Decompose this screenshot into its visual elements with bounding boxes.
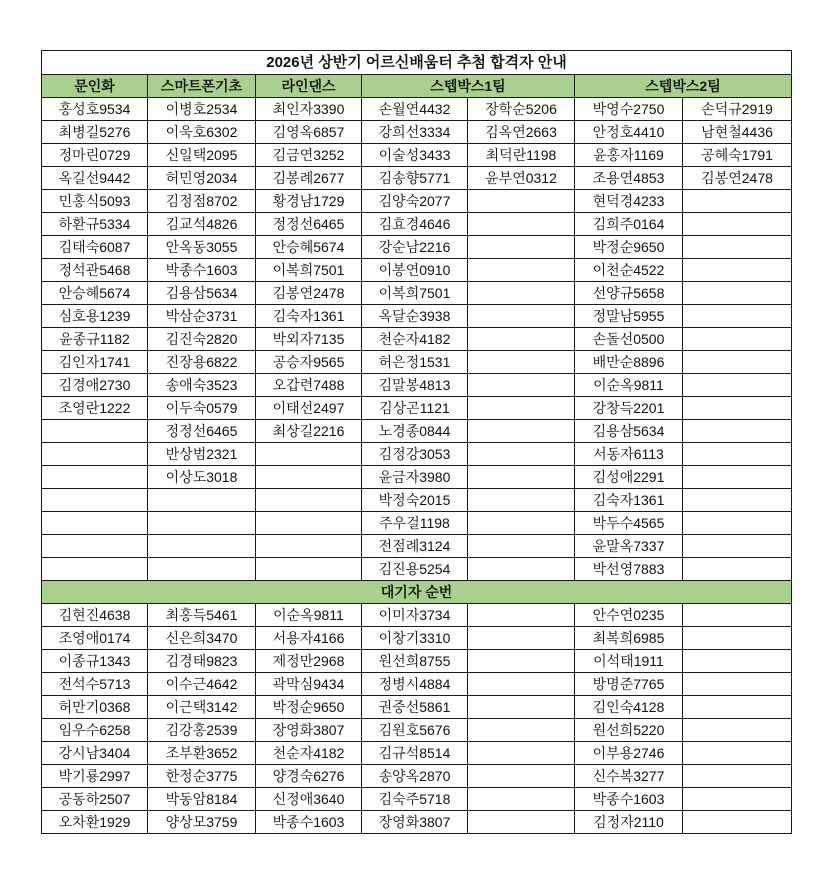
accepted-name-cell: 김영옥6857 xyxy=(256,121,362,144)
accepted-name-cell xyxy=(468,397,575,420)
accepted-name-cell: 박두수4565 xyxy=(575,512,683,535)
accepted-name-cell xyxy=(148,558,256,581)
waitlist-name-cell xyxy=(683,719,792,742)
accepted-row xyxy=(42,443,792,466)
waitlist-name-cell: 신정애3640 xyxy=(256,788,362,811)
waitlist-name-cell: 조영애0174 xyxy=(42,627,148,650)
accepted-name-cell: 윤종규1182 xyxy=(42,328,148,351)
accepted-name-cell xyxy=(256,443,362,466)
accepted-name-cell: 민홍식5093 xyxy=(42,190,148,213)
accepted-name-cell xyxy=(148,512,256,535)
waitlist-name-cell: 양경숙6276 xyxy=(256,765,362,788)
accepted-name-cell: 허민영2034 xyxy=(148,167,256,190)
waitlist-name-cell xyxy=(683,788,792,811)
accepted-name-cell: 정마린0729 xyxy=(42,144,148,167)
accepted-name-cell: 김희주0164 xyxy=(575,213,683,236)
accepted-row xyxy=(42,328,792,351)
waitlist-name-cell: 천순자4182 xyxy=(256,742,362,765)
accepted-name-cell: 김정점8702 xyxy=(148,190,256,213)
accepted-name-cell: 조영란1222 xyxy=(42,397,148,420)
accepted-name-cell xyxy=(683,420,792,443)
accepted-name-cell xyxy=(148,535,256,558)
waitlist-name-cell xyxy=(683,627,792,650)
accepted-name-cell xyxy=(468,213,575,236)
accepted-name-cell xyxy=(468,535,575,558)
accepted-name-cell xyxy=(683,535,792,558)
waitlist-name-cell: 전석수5713 xyxy=(42,673,148,696)
accepted-name-cell xyxy=(683,374,792,397)
accepted-name-cell: 공혜숙1791 xyxy=(683,144,792,167)
accepted-name-cell xyxy=(468,420,575,443)
accepted-name-cell: 안옥동3055 xyxy=(148,236,256,259)
accepted-row xyxy=(42,98,792,121)
accepted-name-cell: 박종수1603 xyxy=(148,259,256,282)
accepted-name-cell: 김말봉4813 xyxy=(362,374,468,397)
accepted-row xyxy=(42,259,792,282)
accepted-name-cell: 강순남2216 xyxy=(362,236,468,259)
waitlist-name-cell xyxy=(468,788,575,811)
accepted-name-cell: 김양숙2077 xyxy=(362,190,468,213)
waitlist-row xyxy=(42,650,792,673)
accepted-name-cell: 김상곤1121 xyxy=(362,397,468,420)
waitlist-row xyxy=(42,742,792,765)
waitlist-name-cell xyxy=(468,742,575,765)
accepted-name-cell: 김진숙2820 xyxy=(148,328,256,351)
waitlist-name-cell xyxy=(468,650,575,673)
accepted-name-cell xyxy=(468,374,575,397)
accepted-name-cell: 김봉례2677 xyxy=(256,167,362,190)
accepted-name-cell xyxy=(42,512,148,535)
accepted-row xyxy=(42,489,792,512)
waitlist-name-cell: 공동하2507 xyxy=(42,788,148,811)
accepted-row xyxy=(42,282,792,305)
waitlist-row xyxy=(42,696,792,719)
accepted-name-cell: 손덕규2919 xyxy=(683,98,792,121)
waitlist-name-cell: 김현진4638 xyxy=(42,604,148,627)
accepted-name-cell xyxy=(256,535,362,558)
accepted-row xyxy=(42,397,792,420)
accepted-name-cell: 하환규5334 xyxy=(42,213,148,236)
waitlist-name-cell: 김정자2110 xyxy=(575,811,683,834)
accepted-name-cell: 이태선2497 xyxy=(256,397,362,420)
accepted-name-cell: 김경애2730 xyxy=(42,374,148,397)
accepted-name-cell xyxy=(468,328,575,351)
waitlist-name-cell: 안수연0235 xyxy=(575,604,683,627)
waitlist-row xyxy=(42,719,792,742)
accepted-name-cell: 김정강3053 xyxy=(362,443,468,466)
accepted-name-cell xyxy=(42,535,148,558)
accepted-name-cell xyxy=(256,512,362,535)
accepted-name-cell: 정말남5955 xyxy=(575,305,683,328)
waitlist-name-cell: 장영화3807 xyxy=(256,719,362,742)
waitlist-name-cell: 이부용2746 xyxy=(575,742,683,765)
accepted-name-cell: 조용연4853 xyxy=(575,167,683,190)
accepted-name-cell: 정석관5468 xyxy=(42,259,148,282)
waitlist-name-cell: 방명준7765 xyxy=(575,673,683,696)
accepted-name-cell: 안승혜5674 xyxy=(256,236,362,259)
accepted-name-cell: 김태숙6087 xyxy=(42,236,148,259)
accepted-name-cell xyxy=(683,466,792,489)
header-calligraphy: 문인화 xyxy=(42,75,148,98)
accepted-name-cell: 이봉연0910 xyxy=(362,259,468,282)
waitlist-name-cell xyxy=(468,673,575,696)
waitlist-row xyxy=(42,765,792,788)
accepted-row xyxy=(42,167,792,190)
accepted-name-cell: 김봉연2478 xyxy=(683,167,792,190)
waitlist-name-cell: 최복희6985 xyxy=(575,627,683,650)
accepted-name-cell xyxy=(683,236,792,259)
accepted-name-cell: 박정숙2015 xyxy=(362,489,468,512)
waitlist-name-cell: 임우수6258 xyxy=(42,719,148,742)
accepted-name-cell xyxy=(468,190,575,213)
accepted-name-cell: 장학순5206 xyxy=(468,98,575,121)
waitlist-row xyxy=(42,811,792,834)
waitlist-name-cell: 양상모3759 xyxy=(148,811,256,834)
accepted-name-cell: 김용삼5634 xyxy=(148,282,256,305)
waitlist-name-cell: 이근택3142 xyxy=(148,696,256,719)
waitlist-name-cell: 박정순9650 xyxy=(256,696,362,719)
waitlist-name-cell: 이미자3734 xyxy=(362,604,468,627)
accepted-name-cell: 박영수2750 xyxy=(575,98,683,121)
waitlist-name-cell xyxy=(683,765,792,788)
accepted-name-cell: 이천순4522 xyxy=(575,259,683,282)
accepted-name-cell: 최인자3390 xyxy=(256,98,362,121)
accepted-name-cell: 박정순9650 xyxy=(575,236,683,259)
accepted-name-cell xyxy=(256,558,362,581)
accepted-row xyxy=(42,144,792,167)
accepted-row xyxy=(42,121,792,144)
waitlist-row xyxy=(42,788,792,811)
waitlist-name-cell: 최홍득5461 xyxy=(148,604,256,627)
accepted-row xyxy=(42,466,792,489)
accepted-name-cell xyxy=(683,489,792,512)
waitlist-name-cell: 송양옥2870 xyxy=(362,765,468,788)
header-line-dance: 라인댄스 xyxy=(256,75,362,98)
accepted-name-cell: 김봉연2478 xyxy=(256,282,362,305)
accepted-name-cell: 정정선6465 xyxy=(256,213,362,236)
waitlist-name-cell xyxy=(683,650,792,673)
accepted-name-cell: 옥달순3938 xyxy=(362,305,468,328)
accepted-name-cell: 김인자1741 xyxy=(42,351,148,374)
accepted-name-cell xyxy=(683,213,792,236)
waitlist-name-cell: 박종수1603 xyxy=(575,788,683,811)
sheet-title: 2026년 상반기 어르신배움터 추첨 합격자 안내 xyxy=(42,51,792,75)
waitlist-name-cell: 허만기0368 xyxy=(42,696,148,719)
accepted-row xyxy=(42,535,792,558)
accepted-name-cell: 김효경4646 xyxy=(362,213,468,236)
waitlist-name-cell: 서용자4166 xyxy=(256,627,362,650)
waitlist-name-cell xyxy=(683,673,792,696)
accepted-name-cell: 손돌선0500 xyxy=(575,328,683,351)
accepted-row xyxy=(42,558,792,581)
accepted-name-cell: 현덕경4233 xyxy=(575,190,683,213)
accepted-name-cell: 반상범2321 xyxy=(148,443,256,466)
header-step-box-team-1: 스텝박스1팀 xyxy=(362,75,575,98)
accepted-name-cell: 서동자6113 xyxy=(575,443,683,466)
waitlist-name-cell: 김경태9823 xyxy=(148,650,256,673)
waitlist-name-cell: 정병시4884 xyxy=(362,673,468,696)
accepted-name-cell xyxy=(683,259,792,282)
accepted-name-cell: 이복희7501 xyxy=(256,259,362,282)
accepted-name-cell xyxy=(683,282,792,305)
accepted-name-cell xyxy=(256,489,362,512)
waitlist-name-cell: 제정만2968 xyxy=(256,650,362,673)
accepted-name-cell xyxy=(683,190,792,213)
waitlist-name-cell: 곽막심9434 xyxy=(256,673,362,696)
accepted-name-cell: 윤부연0312 xyxy=(468,167,575,190)
accepted-name-cell: 이병호2534 xyxy=(148,98,256,121)
accepted-name-cell: 전점례3124 xyxy=(362,535,468,558)
waitlist-name-cell: 김숙주5718 xyxy=(362,788,468,811)
accepted-name-cell: 강희선3334 xyxy=(362,121,468,144)
accepted-name-cell: 남현철4436 xyxy=(683,121,792,144)
accepted-name-cell: 이상도3018 xyxy=(148,466,256,489)
waitlist-row xyxy=(42,673,792,696)
header-smartphone-basics: 스마트폰기초 xyxy=(148,75,256,98)
accepted-name-cell xyxy=(683,443,792,466)
waitlist-name-cell: 이창기3310 xyxy=(362,627,468,650)
accepted-name-cell: 이복희7501 xyxy=(362,282,468,305)
accepted-name-cell: 박선영7883 xyxy=(575,558,683,581)
waitlist-name-cell: 원선희5220 xyxy=(575,719,683,742)
waitlist-name-cell xyxy=(468,811,575,834)
accepted-name-cell xyxy=(683,558,792,581)
accepted-name-cell: 송애숙3523 xyxy=(148,374,256,397)
sheet-body xyxy=(42,51,792,834)
accepted-name-cell: 신일택2095 xyxy=(148,144,256,167)
header-row xyxy=(42,75,792,98)
accepted-name-cell: 노경종0844 xyxy=(362,420,468,443)
accepted-name-cell xyxy=(468,466,575,489)
accepted-name-cell xyxy=(42,443,148,466)
accepted-name-cell: 김옥연2663 xyxy=(468,121,575,144)
waitlist-name-cell: 권중선5861 xyxy=(362,696,468,719)
accepted-name-cell: 심호용1239 xyxy=(42,305,148,328)
waitlist-name-cell: 조부환3652 xyxy=(148,742,256,765)
accepted-name-cell: 김숙자1361 xyxy=(575,489,683,512)
accepted-name-cell: 최덕란1198 xyxy=(468,144,575,167)
waitlist-name-cell: 신은희3470 xyxy=(148,627,256,650)
accepted-name-cell: 이술성3433 xyxy=(362,144,468,167)
accepted-name-cell: 박외자7135 xyxy=(256,328,362,351)
accepted-name-cell xyxy=(148,489,256,512)
accepted-name-cell: 최상길2216 xyxy=(256,420,362,443)
waitlist-name-cell: 강시남3404 xyxy=(42,742,148,765)
accepted-name-cell: 최병길5276 xyxy=(42,121,148,144)
accepted-name-cell xyxy=(683,328,792,351)
accepted-name-cell: 진장용6822 xyxy=(148,351,256,374)
accepted-name-cell xyxy=(468,558,575,581)
accepted-name-cell xyxy=(683,512,792,535)
accepted-name-cell xyxy=(42,558,148,581)
accepted-name-cell xyxy=(468,489,575,512)
accepted-name-cell: 안정호4410 xyxy=(575,121,683,144)
accepted-name-cell xyxy=(468,259,575,282)
waitlist-name-cell: 박종수1603 xyxy=(256,811,362,834)
accepted-name-cell: 천순자4182 xyxy=(362,328,468,351)
accepted-name-cell xyxy=(468,236,575,259)
waitlist-name-cell xyxy=(683,604,792,627)
accepted-name-cell: 박삼순3731 xyxy=(148,305,256,328)
accepted-name-cell xyxy=(468,443,575,466)
waitlist-name-cell: 원선희8755 xyxy=(362,650,468,673)
accepted-name-cell: 배만순8896 xyxy=(575,351,683,374)
accepted-name-cell xyxy=(42,420,148,443)
accepted-name-cell: 이순옥9811 xyxy=(575,374,683,397)
waitlist-name-cell: 박기룡2997 xyxy=(42,765,148,788)
accepted-name-cell: 김성애2291 xyxy=(575,466,683,489)
accepted-name-cell: 홍성호9534 xyxy=(42,98,148,121)
accepted-name-cell: 김송향5771 xyxy=(362,167,468,190)
accepted-name-cell: 손월연4432 xyxy=(362,98,468,121)
waitlist-name-cell: 이수근4642 xyxy=(148,673,256,696)
accepted-row xyxy=(42,351,792,374)
waitlist-name-cell: 한정순3775 xyxy=(148,765,256,788)
waitlist-row xyxy=(42,604,792,627)
waitlist-name-cell: 장영화3807 xyxy=(362,811,468,834)
accepted-name-cell xyxy=(683,397,792,420)
accepted-name-cell: 허은정1531 xyxy=(362,351,468,374)
accepted-name-cell: 김교석4826 xyxy=(148,213,256,236)
accepted-name-cell: 김진용5254 xyxy=(362,558,468,581)
accepted-name-cell: 윤홍자1169 xyxy=(575,144,683,167)
accepted-name-cell xyxy=(468,282,575,305)
accepted-name-cell xyxy=(468,512,575,535)
accepted-row xyxy=(42,305,792,328)
accepted-name-cell: 안승혜5674 xyxy=(42,282,148,305)
waitlist-name-cell: 이석태1911 xyxy=(575,650,683,673)
accepted-row xyxy=(42,213,792,236)
accepted-name-cell: 정정선6465 xyxy=(148,420,256,443)
waitlist-name-cell: 김규석8514 xyxy=(362,742,468,765)
accepted-name-cell: 이두숙0579 xyxy=(148,397,256,420)
accepted-name-cell: 김용삼5634 xyxy=(575,420,683,443)
accepted-name-cell: 윤말옥7337 xyxy=(575,535,683,558)
accepted-name-cell: 주우걸1198 xyxy=(362,512,468,535)
enrollment-sheet xyxy=(41,50,792,834)
accepted-name-cell xyxy=(42,489,148,512)
accepted-name-cell: 선양규5658 xyxy=(575,282,683,305)
header-step-box-team-2: 스텝박스2팀 xyxy=(575,75,792,98)
waitlist-name-cell: 신수복3277 xyxy=(575,765,683,788)
waitlist-row xyxy=(42,627,792,650)
accepted-name-cell: 김숙자1361 xyxy=(256,305,362,328)
waitlist-name-cell xyxy=(468,604,575,627)
waitlist-name-cell xyxy=(683,811,792,834)
accepted-name-cell: 강창득2201 xyxy=(575,397,683,420)
waitlist-name-cell xyxy=(468,765,575,788)
waitlist-divider-row xyxy=(42,581,792,604)
waitlist-title: 대기자 순번 xyxy=(42,581,792,604)
accepted-name-cell xyxy=(256,466,362,489)
accepted-name-cell: 김금연3252 xyxy=(256,144,362,167)
accepted-name-cell: 오갑련7488 xyxy=(256,374,362,397)
waitlist-name-cell xyxy=(683,696,792,719)
waitlist-name-cell xyxy=(468,627,575,650)
accepted-name-cell: 이욱호6302 xyxy=(148,121,256,144)
title-row xyxy=(42,51,792,75)
waitlist-name-cell: 김원호5676 xyxy=(362,719,468,742)
waitlist-name-cell: 이종규1343 xyxy=(42,650,148,673)
waitlist-name-cell: 오차환1929 xyxy=(42,811,148,834)
accepted-name-cell: 황경남1729 xyxy=(256,190,362,213)
accepted-name-cell xyxy=(42,466,148,489)
accepted-name-cell xyxy=(683,305,792,328)
waitlist-name-cell: 김강홍2539 xyxy=(148,719,256,742)
accepted-name-cell: 윤금자3980 xyxy=(362,466,468,489)
accepted-row xyxy=(42,190,792,213)
accepted-row xyxy=(42,420,792,443)
waitlist-name-cell: 이순옥9811 xyxy=(256,604,362,627)
waitlist-name-cell xyxy=(468,719,575,742)
accepted-name-cell: 공승자9565 xyxy=(256,351,362,374)
waitlist-name-cell xyxy=(468,696,575,719)
accepted-row xyxy=(42,374,792,397)
accepted-row xyxy=(42,512,792,535)
accepted-row xyxy=(42,236,792,259)
waitlist-name-cell: 김인숙4128 xyxy=(575,696,683,719)
accepted-name-cell: 옥길선9442 xyxy=(42,167,148,190)
waitlist-name-cell xyxy=(683,742,792,765)
accepted-name-cell xyxy=(468,305,575,328)
accepted-name-cell xyxy=(683,351,792,374)
waitlist-name-cell: 박동암8184 xyxy=(148,788,256,811)
accepted-name-cell xyxy=(468,351,575,374)
